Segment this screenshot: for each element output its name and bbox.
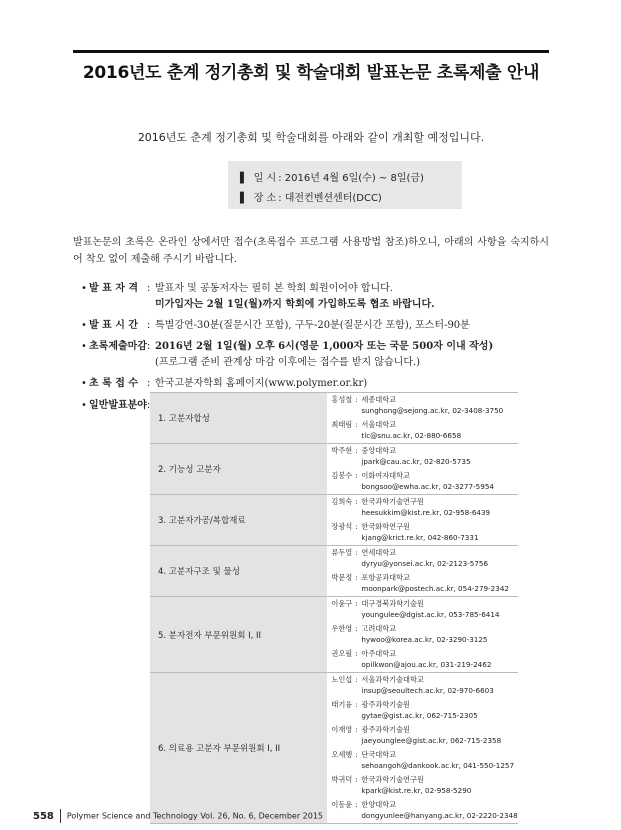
contact-colon: : bbox=[355, 548, 358, 557]
contact-affiliation: 대구경북과학기술원 bbox=[361, 599, 424, 608]
instructions-paragraph: 발표논문의 초록은 온라인 상에서만 접수(초록접수 프로그램 사용방법 참조)하오니, 아래의 사항을 숙지하시어 착오 없이 제출해 주시기 바랍니다. bbox=[73, 237, 549, 265]
contact-affiliation: 연세대학교 bbox=[361, 548, 397, 557]
contact-detail: dyryu@yonsei.ac.kr, 02-2123-5756 bbox=[361, 558, 489, 568]
contact-affiliation: 아주대학교 bbox=[361, 649, 397, 658]
table-row bbox=[150, 597, 518, 673]
contact-detail: kjang@krict.re.kr, 042-860-7331 bbox=[361, 532, 479, 542]
contact-name: 이윤구 bbox=[331, 599, 353, 608]
contact-name: 태기융 bbox=[331, 700, 353, 709]
intro-text: 2016년도 춘계 정기총회 및 학술대회를 아래와 같이 개최할 예정입니다. bbox=[137, 131, 485, 144]
field-contacts bbox=[327, 495, 518, 546]
contact-detail: youngulee@dgist.ac.kr, 053-785-6414 bbox=[361, 609, 500, 619]
contact-colon: : bbox=[355, 800, 358, 809]
contact-detail: insup@seoultech.ac.kr, 02-970-6603 bbox=[361, 685, 494, 695]
contact-person bbox=[331, 571, 518, 596]
contact-colon: : bbox=[355, 624, 358, 633]
contact-name: 권오필 bbox=[331, 649, 353, 658]
page-number: 558 bbox=[33, 810, 54, 822]
contact-detail: kpark@kist.re.kr, 02-958-5290 bbox=[361, 785, 472, 795]
contact-affiliation: 중앙대학교 bbox=[361, 446, 397, 455]
contact-name: 우한영 bbox=[331, 624, 353, 633]
contact-person bbox=[331, 546, 518, 571]
contact-detail: heesukkim@kist.re.kr, 02-958-6439 bbox=[361, 507, 491, 517]
contact-detail: jpark@cau.ac.kr, 02-820-5735 bbox=[361, 456, 471, 466]
footer-divider bbox=[60, 809, 61, 823]
contact-detail: sunghong@sejong.ac.kr, 02-3408-3750 bbox=[361, 405, 504, 415]
table-row bbox=[150, 546, 518, 597]
item-value-line2: (프로그램 준비 관계상 마감 이후에는 접수를 받지 않습니다.) bbox=[155, 357, 421, 368]
contact-detail: gytae@gist.ac.kr, 062-715-2305 bbox=[361, 710, 478, 720]
contact-name: 박주현 bbox=[331, 446, 353, 455]
contact-name: 노인섭 bbox=[331, 675, 353, 684]
item-time: • 발 표 시 간 : 특별강연-30분(질문시간 포함), 구두-20분(질문시간 포함), 포스터-90분 bbox=[81, 316, 470, 331]
contact-name: 박문정 bbox=[331, 573, 353, 582]
contact-colon: : bbox=[355, 725, 358, 734]
contact-person bbox=[331, 647, 518, 672]
contact-person bbox=[331, 469, 518, 494]
contact-affiliation: 서울대학교 bbox=[361, 420, 397, 429]
contact-affiliation: 한국화학연구원 bbox=[361, 522, 410, 531]
field-contacts bbox=[327, 673, 518, 824]
date-row bbox=[240, 169, 424, 184]
contact-affiliation: 광주과학기술원 bbox=[361, 725, 410, 734]
table-row bbox=[150, 393, 518, 444]
item-value: 한국고분자학회 홈페이지(www.polymer.or.kr) bbox=[155, 378, 368, 389]
contact-name: 김봉수 bbox=[331, 471, 353, 480]
contact-colon: : bbox=[355, 522, 358, 531]
contact-detail: sehoangoh@dankook.ac.kr, 041-550-1257 bbox=[361, 760, 515, 770]
contact-name: 김희숙 bbox=[331, 497, 353, 506]
fields-table bbox=[150, 392, 518, 824]
table-row bbox=[150, 673, 518, 824]
contact-name: 홍성철 bbox=[331, 395, 353, 404]
contact-detail: moonpark@postech.ac.kr, 054-279-2342 bbox=[361, 583, 509, 593]
date-value: : 2016년 4월 6일(수) ~ 8일(금) bbox=[278, 173, 424, 184]
contact-affiliation: 한양대학교 bbox=[361, 800, 397, 809]
contact-affiliation: 세종대학교 bbox=[361, 395, 397, 404]
contact-person bbox=[331, 798, 518, 823]
contact-colon: : bbox=[355, 775, 358, 784]
field-category: 6. 의료용 고분자 부문위원회 I, II bbox=[150, 673, 327, 824]
contact-detail: opilkwon@ajou.ac.kr, 031-219-2462 bbox=[361, 659, 492, 669]
item-label: 발 표 시 간 bbox=[89, 320, 139, 331]
contact-detail: tlc@snu.ac.kr, 02-880-6658 bbox=[361, 430, 462, 440]
item-label: 일반발표분야 bbox=[89, 400, 147, 411]
item-label: 초록제출마감 bbox=[89, 341, 147, 352]
contact-colon: : bbox=[355, 700, 358, 709]
place-value: : 대전컨벤션센터(DCC) bbox=[278, 193, 382, 204]
contact-affiliation: 광주과학기술원 bbox=[361, 700, 410, 709]
title-rule bbox=[73, 50, 549, 53]
contact-affiliation: 한국과학기술연구원 bbox=[361, 775, 424, 784]
contact-detail: jaeyounglee@gist.ac.kr, 062-715-2358 bbox=[361, 735, 502, 745]
contact-name: 오세행 bbox=[331, 750, 353, 759]
contact-colon: : bbox=[355, 675, 358, 684]
contact-name: 류두열 bbox=[331, 548, 353, 557]
page-title: 2016년도 춘계 정기총회 및 학술대회 발표논문 초록제출 안내 bbox=[82, 63, 540, 83]
contact-colon: : bbox=[355, 420, 358, 429]
contact-colon: : bbox=[355, 573, 358, 582]
item-submission: • 초 록 접 수 : 한국고분자학회 홈페이지(www.polymer.or.kr) bbox=[81, 374, 367, 389]
contact-colon: : bbox=[355, 395, 358, 404]
contact-affiliation: 서울과학기술대학교 bbox=[361, 675, 424, 684]
contact-affiliation: 고려대학교 bbox=[361, 624, 397, 633]
place-row bbox=[240, 189, 382, 204]
field-category: 3. 고분자가공/복합재료 bbox=[150, 495, 327, 546]
item-eligibility: • 발 표 자 격 : 발표자 및 공동저자는 필히 본 학회 회원이어야 합니다. bbox=[81, 279, 393, 294]
contact-person bbox=[331, 393, 518, 418]
item-fields: • 일반발표분야: bbox=[81, 396, 155, 411]
place-label: 장 소 bbox=[253, 193, 277, 204]
field-contacts bbox=[327, 444, 518, 495]
contact-person bbox=[331, 748, 518, 773]
contact-name: 이재영 bbox=[331, 725, 353, 734]
field-contacts bbox=[327, 393, 518, 444]
page-footer bbox=[33, 809, 323, 823]
contact-person bbox=[331, 773, 518, 798]
contact-person bbox=[331, 520, 518, 545]
contact-person bbox=[331, 622, 518, 647]
contact-colon: : bbox=[355, 446, 358, 455]
field-category: 5. 분자전자 부문위원회 I, II bbox=[150, 597, 327, 673]
item-label: 초 록 접 수 bbox=[89, 378, 139, 389]
event-info-box bbox=[228, 161, 462, 209]
contact-detail: bongsoo@ewha.ac.kr, 02-3277-5954 bbox=[361, 481, 494, 491]
contact-colon: : bbox=[355, 649, 358, 658]
field-contacts bbox=[327, 546, 518, 597]
contact-colon: : bbox=[355, 750, 358, 759]
contact-name: 박귀덕 bbox=[331, 775, 353, 784]
field-contacts bbox=[327, 597, 518, 673]
contact-detail: hywoo@korea.ac.kr, 02-3290-3125 bbox=[361, 634, 488, 644]
item-value-line2: 미가입자는 2월 1일(월)까지 학회에 가입하도록 협조 바랍니다. bbox=[155, 299, 435, 310]
field-category: 4. 고분자구조 및 물성 bbox=[150, 546, 327, 597]
contact-person bbox=[331, 723, 518, 748]
contact-person bbox=[331, 418, 518, 443]
contact-name: 이동윤 bbox=[331, 800, 353, 809]
contact-person bbox=[331, 673, 518, 698]
item-deadline: • 초록제출마감: 2016년 2월 1일(월) 오후 6시(영문 1,000자 또는 국문 500자 이내 작성) bbox=[81, 337, 493, 352]
date-label: 일 시 bbox=[253, 173, 277, 184]
contact-name: 최태림 bbox=[331, 420, 353, 429]
contact-detail: dongyunlee@hanyang.ac.kr, 02-2220-2348 bbox=[361, 810, 518, 820]
bar-mark: ▌ bbox=[240, 173, 248, 184]
contact-person bbox=[331, 597, 518, 622]
contact-colon: : bbox=[355, 471, 358, 480]
contact-affiliation: 한국과학기술연구원 bbox=[361, 497, 424, 506]
table-row bbox=[150, 495, 518, 546]
table-row bbox=[150, 444, 518, 495]
item-value: 2016년 2월 1일(월) 오후 6시(영문 1,000자 또는 국문 500자 이내 작성) bbox=[155, 341, 494, 352]
contact-colon: : bbox=[355, 497, 358, 506]
contact-colon: : bbox=[355, 599, 358, 608]
contact-affiliation: 이화여자대학교 bbox=[361, 471, 410, 480]
contact-person bbox=[331, 495, 518, 520]
item-label: 발 표 자 격 bbox=[89, 283, 139, 294]
contact-affiliation: 포항공과대학교 bbox=[361, 573, 410, 582]
contact-affiliation: 단국대학교 bbox=[361, 750, 397, 759]
contact-name: 장광석 bbox=[331, 522, 353, 531]
bar-mark: ▌ bbox=[240, 193, 248, 204]
contact-person bbox=[331, 444, 518, 469]
journal-info: Polymer Science and Technology Vol. 26, No. 6, December 2015 bbox=[66, 811, 324, 821]
contact-person bbox=[331, 698, 518, 723]
item-value: 발표자 및 공동저자는 필히 본 학회 회원이어야 합니다. bbox=[155, 283, 393, 294]
field-category: 1. 고분자합성 bbox=[150, 393, 327, 444]
item-value: 특별강연-30분(질문시간 포함), 구두-20분(질문시간 포함), 포스터-90분 bbox=[155, 320, 470, 331]
field-category: 2. 기능성 고분자 bbox=[150, 444, 327, 495]
